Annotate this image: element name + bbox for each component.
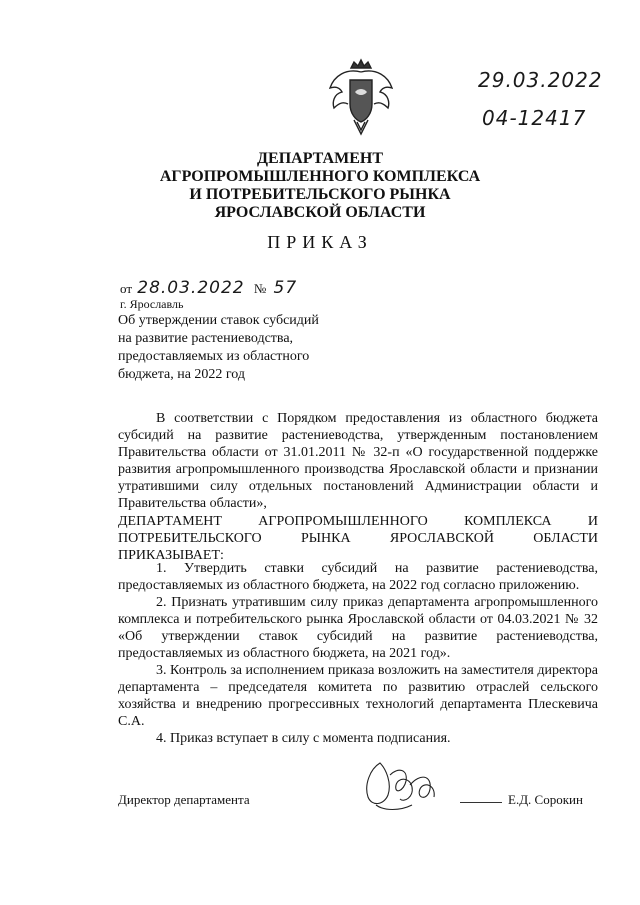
department-orders-block xyxy=(118,513,598,564)
dept-word: И xyxy=(587,514,598,529)
dept-word: АГРОПРОМЫШЛЕННОГО xyxy=(258,514,428,529)
order-date-handwritten: 28.03.2022 xyxy=(137,278,245,298)
dept-word: ДЕПАРТАМЕНТ xyxy=(118,514,222,529)
dept-word: ПОТРЕБИТЕЛЬСКОГО xyxy=(118,531,262,546)
department-header-line: АГРОПРОМЫШЛЕННОГО КОМПЛЕКСА xyxy=(159,168,481,185)
registration-date: 29.03.2022 xyxy=(478,68,603,92)
city-label: г. Ярославль xyxy=(120,297,184,311)
order-item: 1. Утвердить ставки субсидий на развитие растениеводства, предоставляемых из областного бюджета, на 2022 год согласно приложению. xyxy=(118,561,598,593)
dept-word: ОБЛАСТИ xyxy=(533,531,598,546)
preamble-paragraph: В соответствии с Порядком предоставления из областного бюджета субсидий на развитие растениеводства, утвержденным постановлением Правительства области от 31.01.2011 № 32-п «О государственной поддержке развития агропромышленного производства Ярославской области и признании утратившими силу отдельных постановлений Администрации области и Правительства области», xyxy=(118,411,598,511)
department-header-line: ДЕПАРТАМЕНТ xyxy=(257,150,383,167)
orders-keyword: ПРИКАЗЫВАЕТ: xyxy=(118,548,224,563)
department-orders-row xyxy=(118,513,598,530)
signature-line xyxy=(460,802,502,803)
department-header-line: И ПОТРЕБИТЕЛЬСКОГО РЫНКА xyxy=(189,186,451,203)
order-subject-line: предоставляемых из областного xyxy=(118,349,310,364)
order-item: 3. Контроль за исполнением приказа возложить на заместителя директора департамента – председателя комитета по развитию отраслей сельского хозяйства и внедрению прогрессивных технологий департамента Плескевича С.А. xyxy=(118,663,598,729)
from-label: от xyxy=(120,281,133,296)
order-subject-line: бюджета, на 2022 год xyxy=(118,367,246,382)
department-header-line: ЯРОСЛАВСКОЙ ОБЛАСТИ xyxy=(214,204,426,221)
order-subject-line: на развитие растениеводства, xyxy=(118,331,294,346)
dept-word: РЫНКА xyxy=(301,531,351,546)
document-type-title: ПРИКАЗ xyxy=(267,232,373,252)
dept-word: КОМПЛЕКСА xyxy=(464,514,552,529)
order-item: 2. Признать утратившим силу приказ департамента агропромышленного комплекса и потребительского рынка Ярославской области от 04.03.2021 № 32 «Об утверждении ставок субсидий на развитие растениеводства, предоставляемых из областного бюджета, на 2021 год». xyxy=(118,595,598,661)
order-subject-line: Об утверждении ставок субсидий xyxy=(118,313,319,328)
department-orders-row xyxy=(118,530,598,547)
dept-word: ЯРОСЛАВСКОЙ xyxy=(389,531,494,546)
order-item: 4. Приказ вступает в силу с момента подписания. xyxy=(156,731,451,746)
order-items xyxy=(118,560,598,747)
number-label: № xyxy=(253,281,267,296)
signatory-title: Директор департамента xyxy=(118,792,250,807)
order-number-handwritten: 57 xyxy=(273,278,298,298)
registration-number: 04-12417 xyxy=(482,106,587,130)
signatory-name: Е.Д. Сорокин xyxy=(508,792,583,807)
handwritten-signature xyxy=(350,755,485,815)
order-subject xyxy=(118,312,378,384)
department-header xyxy=(0,150,640,222)
coat-of-arms-emblem xyxy=(326,58,396,138)
order-date-number-line xyxy=(120,278,297,298)
